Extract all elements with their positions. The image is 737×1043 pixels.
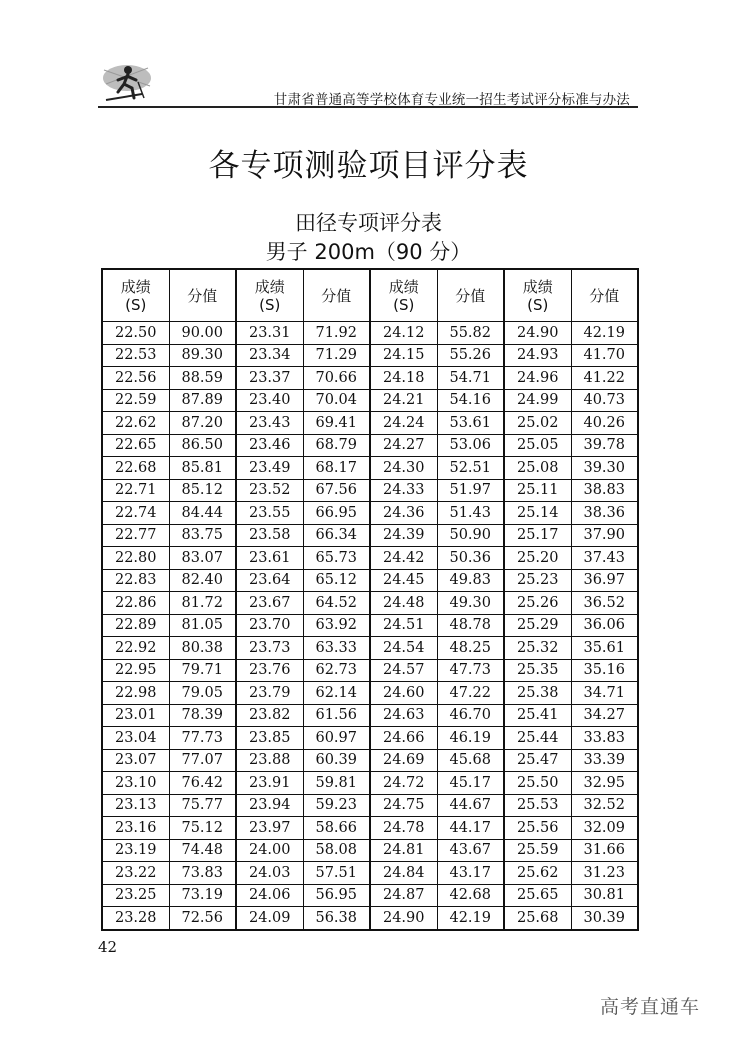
points-cell: 50.36 <box>437 547 504 570</box>
header-unit-label: (S) <box>393 295 415 314</box>
points-cell: 85.81 <box>169 457 236 480</box>
score-cell: 22.83 <box>102 569 169 592</box>
points-cell: 48.25 <box>437 637 504 660</box>
score-cell: 24.03 <box>236 862 303 885</box>
points-cell: 69.41 <box>303 412 370 435</box>
table-row <box>102 704 638 727</box>
score-cell: 25.14 <box>504 502 571 525</box>
score-cell: 25.68 <box>504 907 571 930</box>
header-points-cell: 分值 <box>169 269 236 322</box>
points-cell: 46.19 <box>437 727 504 750</box>
header-unit-label: (S) <box>527 295 549 314</box>
score-cell: 23.64 <box>236 569 303 592</box>
points-cell: 47.73 <box>437 659 504 682</box>
score-cell: 23.79 <box>236 682 303 705</box>
points-cell: 49.30 <box>437 592 504 615</box>
table-row <box>102 367 638 390</box>
points-cell: 83.07 <box>169 547 236 570</box>
points-cell: 40.73 <box>571 389 638 412</box>
points-cell: 46.70 <box>437 704 504 727</box>
score-cell: 24.21 <box>370 389 437 412</box>
score-cell: 23.46 <box>236 434 303 457</box>
score-cell: 25.62 <box>504 862 571 885</box>
page-header <box>98 58 638 108</box>
table-row <box>102 592 638 615</box>
score-cell: 25.44 <box>504 727 571 750</box>
skier-logo-icon <box>98 58 156 106</box>
score-cell: 23.55 <box>236 502 303 525</box>
score-table <box>101 268 639 931</box>
score-cell: 25.08 <box>504 457 571 480</box>
table-row <box>102 547 638 570</box>
points-cell: 77.07 <box>169 749 236 772</box>
score-cell: 24.63 <box>370 704 437 727</box>
points-cell: 33.83 <box>571 727 638 750</box>
table-row <box>102 524 638 547</box>
table-header-row <box>102 269 638 322</box>
points-cell: 52.51 <box>437 457 504 480</box>
points-cell: 81.72 <box>169 592 236 615</box>
table-row <box>102 434 638 457</box>
score-cell: 23.34 <box>236 344 303 367</box>
score-cell: 22.77 <box>102 524 169 547</box>
points-cell: 77.73 <box>169 727 236 750</box>
score-cell: 25.59 <box>504 839 571 862</box>
points-cell: 59.23 <box>303 794 370 817</box>
points-cell: 35.61 <box>571 637 638 660</box>
score-cell: 23.88 <box>236 749 303 772</box>
score-cell: 25.20 <box>504 547 571 570</box>
points-cell: 43.67 <box>437 839 504 862</box>
points-cell: 72.56 <box>169 907 236 930</box>
points-cell: 53.61 <box>437 412 504 435</box>
points-cell: 78.39 <box>169 704 236 727</box>
points-cell: 90.00 <box>169 322 236 345</box>
score-cell: 24.48 <box>370 592 437 615</box>
header-points-cell: 分值 <box>571 269 638 322</box>
score-cell: 24.54 <box>370 637 437 660</box>
points-cell: 36.52 <box>571 592 638 615</box>
score-cell: 25.65 <box>504 884 571 907</box>
points-cell: 88.59 <box>169 367 236 390</box>
points-cell: 31.23 <box>571 862 638 885</box>
table-row <box>102 457 638 480</box>
points-cell: 68.17 <box>303 457 370 480</box>
score-cell: 23.19 <box>102 839 169 862</box>
score-cell: 23.16 <box>102 817 169 840</box>
points-cell: 32.95 <box>571 772 638 795</box>
table-row <box>102 839 638 862</box>
points-cell: 39.30 <box>571 457 638 480</box>
points-cell: 51.43 <box>437 502 504 525</box>
score-cell: 24.90 <box>370 907 437 930</box>
score-cell: 24.69 <box>370 749 437 772</box>
score-cell: 25.38 <box>504 682 571 705</box>
score-cell: 25.17 <box>504 524 571 547</box>
score-cell: 22.74 <box>102 502 169 525</box>
score-cell: 24.66 <box>370 727 437 750</box>
points-cell: 68.79 <box>303 434 370 457</box>
points-cell: 74.48 <box>169 839 236 862</box>
points-cell: 67.56 <box>303 479 370 502</box>
points-cell: 41.22 <box>571 367 638 390</box>
score-cell: 23.67 <box>236 592 303 615</box>
points-cell: 42.68 <box>437 884 504 907</box>
header-score-label: 成绩 <box>120 277 151 296</box>
points-cell: 42.19 <box>571 322 638 345</box>
points-cell: 38.36 <box>571 502 638 525</box>
score-cell: 23.97 <box>236 817 303 840</box>
points-cell: 89.30 <box>169 344 236 367</box>
score-cell: 25.23 <box>504 569 571 592</box>
score-cell: 24.15 <box>370 344 437 367</box>
points-cell: 70.04 <box>303 389 370 412</box>
table-row <box>102 682 638 705</box>
score-cell: 25.56 <box>504 817 571 840</box>
points-cell: 63.92 <box>303 614 370 637</box>
table-row <box>102 772 638 795</box>
score-cell: 23.13 <box>102 794 169 817</box>
score-cell: 25.05 <box>504 434 571 457</box>
points-cell: 34.71 <box>571 682 638 705</box>
score-cell: 22.95 <box>102 659 169 682</box>
points-cell: 39.78 <box>571 434 638 457</box>
points-cell: 76.42 <box>169 772 236 795</box>
table-row <box>102 412 638 435</box>
score-cell: 25.53 <box>504 794 571 817</box>
event-title: 男子 200m（90 分） <box>265 240 472 264</box>
watermark: 高考直通车 <box>600 996 701 1018</box>
score-cell: 22.65 <box>102 434 169 457</box>
score-cell: 24.72 <box>370 772 437 795</box>
points-cell: 32.52 <box>571 794 638 817</box>
table-subtitle: 田径专项评分表 <box>295 211 442 235</box>
score-cell: 24.57 <box>370 659 437 682</box>
score-cell: 22.86 <box>102 592 169 615</box>
score-cell: 25.02 <box>504 412 571 435</box>
header-score-label: 成绩 <box>254 277 285 296</box>
points-cell: 35.16 <box>571 659 638 682</box>
score-cell: 23.01 <box>102 704 169 727</box>
points-cell: 55.26 <box>437 344 504 367</box>
points-cell: 33.39 <box>571 749 638 772</box>
score-cell: 24.06 <box>236 884 303 907</box>
points-cell: 40.26 <box>571 412 638 435</box>
table-row <box>102 614 638 637</box>
points-cell: 50.90 <box>437 524 504 547</box>
page-title: 各专项测验项目评分表 <box>208 148 529 184</box>
points-cell: 58.66 <box>303 817 370 840</box>
points-cell: 43.17 <box>437 862 504 885</box>
score-cell: 24.81 <box>370 839 437 862</box>
score-cell: 22.62 <box>102 412 169 435</box>
score-cell: 23.52 <box>236 479 303 502</box>
points-cell: 53.06 <box>437 434 504 457</box>
points-cell: 58.08 <box>303 839 370 862</box>
points-cell: 82.40 <box>169 569 236 592</box>
points-cell: 80.38 <box>169 637 236 660</box>
score-cell: 24.42 <box>370 547 437 570</box>
points-cell: 87.20 <box>169 412 236 435</box>
points-cell: 65.12 <box>303 569 370 592</box>
table-row <box>102 322 638 345</box>
points-cell: 55.82 <box>437 322 504 345</box>
points-cell: 84.44 <box>169 502 236 525</box>
table-row <box>102 637 638 660</box>
points-cell: 49.83 <box>437 569 504 592</box>
score-cell: 22.92 <box>102 637 169 660</box>
points-cell: 56.95 <box>303 884 370 907</box>
header-unit-label: (S) <box>125 295 147 314</box>
table-row <box>102 344 638 367</box>
points-cell: 61.56 <box>303 704 370 727</box>
points-cell: 66.95 <box>303 502 370 525</box>
points-cell: 75.77 <box>169 794 236 817</box>
score-cell: 24.93 <box>504 344 571 367</box>
score-cell: 24.24 <box>370 412 437 435</box>
score-cell: 24.87 <box>370 884 437 907</box>
score-cell: 24.09 <box>236 907 303 930</box>
points-cell: 87.89 <box>169 389 236 412</box>
score-cell: 25.32 <box>504 637 571 660</box>
table-row <box>102 727 638 750</box>
score-cell: 23.10 <box>102 772 169 795</box>
score-cell: 22.98 <box>102 682 169 705</box>
score-cell: 22.89 <box>102 614 169 637</box>
header-score-cell <box>102 269 169 322</box>
score-cell: 23.91 <box>236 772 303 795</box>
points-cell: 73.83 <box>169 862 236 885</box>
points-cell: 79.05 <box>169 682 236 705</box>
points-cell: 85.12 <box>169 479 236 502</box>
score-cell: 25.35 <box>504 659 571 682</box>
table-row <box>102 749 638 772</box>
points-cell: 34.27 <box>571 704 638 727</box>
points-cell: 38.83 <box>571 479 638 502</box>
score-cell: 25.41 <box>504 704 571 727</box>
score-cell: 23.58 <box>236 524 303 547</box>
points-cell: 71.92 <box>303 322 370 345</box>
score-cell: 23.22 <box>102 862 169 885</box>
points-cell: 30.39 <box>571 907 638 930</box>
points-cell: 65.73 <box>303 547 370 570</box>
score-cell: 24.18 <box>370 367 437 390</box>
score-cell: 23.85 <box>236 727 303 750</box>
points-cell: 36.97 <box>571 569 638 592</box>
header-score-label: 成绩 <box>388 277 419 296</box>
score-cell: 24.12 <box>370 322 437 345</box>
score-cell: 22.71 <box>102 479 169 502</box>
score-cell: 24.39 <box>370 524 437 547</box>
header-rule <box>98 106 638 108</box>
points-cell: 63.33 <box>303 637 370 660</box>
table-row <box>102 907 638 930</box>
table-row <box>102 794 638 817</box>
score-cell: 22.50 <box>102 322 169 345</box>
score-cell: 25.29 <box>504 614 571 637</box>
table-row <box>102 569 638 592</box>
points-cell: 30.81 <box>571 884 638 907</box>
score-cell: 23.31 <box>236 322 303 345</box>
score-cell: 23.43 <box>236 412 303 435</box>
score-cell: 23.40 <box>236 389 303 412</box>
points-cell: 36.06 <box>571 614 638 637</box>
score-cell: 25.50 <box>504 772 571 795</box>
score-cell: 22.59 <box>102 389 169 412</box>
score-cell: 23.37 <box>236 367 303 390</box>
header-score-label: 成绩 <box>522 277 553 296</box>
score-cell: 24.99 <box>504 389 571 412</box>
points-cell: 83.75 <box>169 524 236 547</box>
points-cell: 54.71 <box>437 367 504 390</box>
table-row <box>102 817 638 840</box>
score-cell: 23.04 <box>102 727 169 750</box>
points-cell: 42.19 <box>437 907 504 930</box>
score-cell: 24.30 <box>370 457 437 480</box>
score-cell: 22.80 <box>102 547 169 570</box>
score-cell: 24.27 <box>370 434 437 457</box>
page-number: 42 <box>98 938 118 956</box>
score-cell: 24.60 <box>370 682 437 705</box>
header-unit-label: (S) <box>259 295 281 314</box>
points-cell: 62.14 <box>303 682 370 705</box>
score-cell: 24.90 <box>504 322 571 345</box>
score-cell: 24.51 <box>370 614 437 637</box>
points-cell: 41.70 <box>571 344 638 367</box>
header-score-cell <box>504 269 571 322</box>
score-cell: 23.94 <box>236 794 303 817</box>
points-cell: 86.50 <box>169 434 236 457</box>
score-cell: 23.73 <box>236 637 303 660</box>
points-cell: 59.81 <box>303 772 370 795</box>
score-cell: 22.56 <box>102 367 169 390</box>
table-row <box>102 502 638 525</box>
points-cell: 56.38 <box>303 907 370 930</box>
score-cell: 23.28 <box>102 907 169 930</box>
score-cell: 24.00 <box>236 839 303 862</box>
points-cell: 47.22 <box>437 682 504 705</box>
score-cell: 23.82 <box>236 704 303 727</box>
score-cell: 23.49 <box>236 457 303 480</box>
header-score-cell <box>370 269 437 322</box>
table-row <box>102 862 638 885</box>
points-cell: 81.05 <box>169 614 236 637</box>
table-row <box>102 659 638 682</box>
points-cell: 57.51 <box>303 862 370 885</box>
score-cell: 25.47 <box>504 749 571 772</box>
score-cell: 23.25 <box>102 884 169 907</box>
points-cell: 45.68 <box>437 749 504 772</box>
score-cell: 25.11 <box>504 479 571 502</box>
points-cell: 64.52 <box>303 592 370 615</box>
points-cell: 54.16 <box>437 389 504 412</box>
header-text: 甘肃省普通高等学校体育专业统一招生考试评分标准与办法 <box>273 92 630 108</box>
points-cell: 75.12 <box>169 817 236 840</box>
points-cell: 73.19 <box>169 884 236 907</box>
score-cell: 23.61 <box>236 547 303 570</box>
header-points-cell: 分值 <box>303 269 370 322</box>
header-score-cell <box>236 269 303 322</box>
score-cell: 24.84 <box>370 862 437 885</box>
header-points-cell: 分值 <box>437 269 504 322</box>
score-cell: 24.75 <box>370 794 437 817</box>
score-cell: 24.36 <box>370 502 437 525</box>
points-cell: 37.90 <box>571 524 638 547</box>
points-cell: 60.39 <box>303 749 370 772</box>
points-cell: 60.97 <box>303 727 370 750</box>
table-row <box>102 389 638 412</box>
score-cell: 24.78 <box>370 817 437 840</box>
points-cell: 44.17 <box>437 817 504 840</box>
score-cell: 25.26 <box>504 592 571 615</box>
points-cell: 79.71 <box>169 659 236 682</box>
points-cell: 71.29 <box>303 344 370 367</box>
points-cell: 62.73 <box>303 659 370 682</box>
score-cell: 24.45 <box>370 569 437 592</box>
points-cell: 32.09 <box>571 817 638 840</box>
score-cell: 24.33 <box>370 479 437 502</box>
points-cell: 48.78 <box>437 614 504 637</box>
table-row <box>102 479 638 502</box>
table-row <box>102 884 638 907</box>
table-body <box>102 322 638 930</box>
score-cell: 22.53 <box>102 344 169 367</box>
points-cell: 31.66 <box>571 839 638 862</box>
points-cell: 45.17 <box>437 772 504 795</box>
points-cell: 66.34 <box>303 524 370 547</box>
score-cell: 23.07 <box>102 749 169 772</box>
points-cell: 37.43 <box>571 547 638 570</box>
score-cell: 23.76 <box>236 659 303 682</box>
points-cell: 51.97 <box>437 479 504 502</box>
score-cell: 24.96 <box>504 367 571 390</box>
score-cell: 22.68 <box>102 457 169 480</box>
points-cell: 70.66 <box>303 367 370 390</box>
score-cell: 23.70 <box>236 614 303 637</box>
points-cell: 44.67 <box>437 794 504 817</box>
